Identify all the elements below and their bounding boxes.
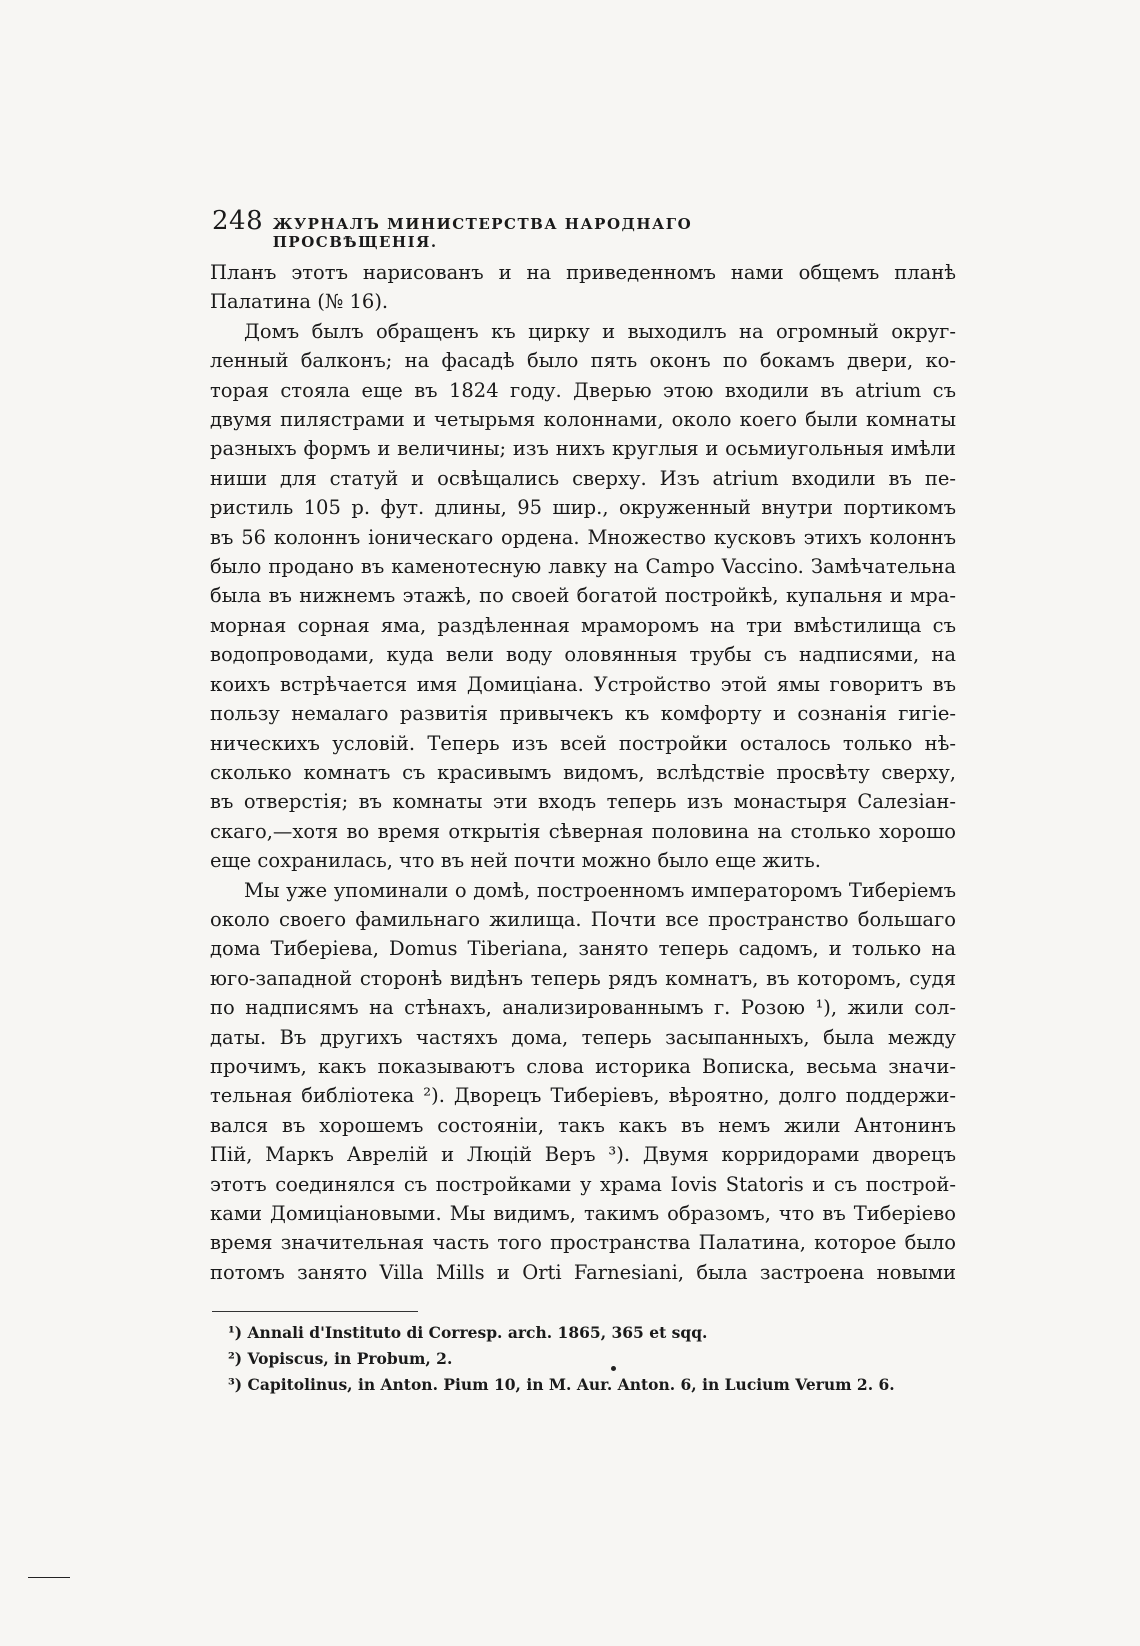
- text-line: ками Домиціановыми. Мы видимъ, такимъ образомъ, что въ Тиберіево: [210, 1202, 956, 1225]
- text-line: тельная библіотека ²). Дворецъ Тиберіевъ, вѣроятно, долго поддержи-: [210, 1084, 956, 1108]
- text-line: скаго,—хотя во время открытія сѣверная половина на столько хорошо: [210, 819, 956, 843]
- margin-mark: [28, 1577, 70, 1578]
- text-line: ленный балконъ; на фасадѣ было пять оконъ по бокамъ двери, ко-: [210, 349, 956, 373]
- text-line: Планъ этотъ нарисованъ и на приведенномъ нами общемъ планѣ: [210, 261, 956, 284]
- text-line: было продано въ каменотесную лавку на Campo Vaccino. Замѣчательна: [210, 555, 956, 579]
- text-line: потомъ занято Villa Mills и Orti Farnesiani, была застроена новыми: [210, 1260, 956, 1284]
- body-text: [210, 258, 956, 1287]
- text-line: юго-западной сторонѣ видѣнъ теперь рядъ комнатъ, въ которомъ, судя: [210, 966, 956, 990]
- text-line: даты. Въ другихъ частяхъ дома, теперь засыпанныхъ, была между: [210, 1025, 956, 1049]
- text-line: вался въ хорошемъ состояніи, такъ какъ въ немъ жили Антонинъ: [210, 1113, 956, 1137]
- text-line: пользу немалаго развитія привычекъ къ комфорту и сознанія гигіе-: [210, 702, 956, 726]
- footnote-1: ¹) Annali d'Instituto di Corresp. arch. 1865, 365 et sqq.: [228, 1323, 708, 1342]
- text-line: время значительная часть того пространства Палатина, которое было: [210, 1231, 956, 1255]
- text-line: Палатина (№ 16).: [210, 290, 389, 314]
- text-line: разныхъ формъ и величины; изъ нихъ круглыя и осьмиугольныя имѣли: [210, 437, 956, 461]
- footnotes: [228, 1320, 948, 1398]
- text-line: Пій, Маркъ Аврелій и Люцій Веръ ³). Двумя корридорами дворецъ: [210, 1143, 956, 1167]
- text-line: дома Тиберіева, Domus Tiberiana, занято теперь садомъ, и только на: [210, 937, 956, 961]
- text-line: водопроводами, куда вели воду оловянныя трубы съ надписями, на: [210, 643, 956, 667]
- page-header: [212, 206, 852, 251]
- page-number: 248: [212, 206, 264, 236]
- footnote-2: ²) Vopiscus, in Probum, 2.: [228, 1349, 453, 1368]
- text-line: морная сорная яма, раздѣленная мраморомъ на три вмѣстилища съ: [210, 613, 956, 637]
- running-title: ЖУРНАЛЪ МИНИСТЕРСТВА НАРОДНАГО ПРОСВѢЩЕНІЯ.: [272, 215, 693, 251]
- text-line: въ отверстія; въ комнаты эти входъ теперь изъ монастыря Салезіан-: [210, 790, 956, 814]
- ink-dot: [611, 1366, 616, 1371]
- footnote-3: ³) Capitolinus, in Anton. Pium 10, in M. Aur. Anton. 6, in Lucium Verum 2. 6.: [228, 1375, 895, 1394]
- text-line: ристиль 105 р. фут. длины, 95 шир., окруженный внутри портикомъ: [210, 496, 956, 520]
- text-line: сколько комнатъ съ красивымъ видомъ, вслѣдствіе просвѣту сверху,: [210, 760, 956, 784]
- text-line: ниши для статуй и освѣщались сверху. Изъ atrium входили въ пе-: [210, 466, 956, 490]
- text-line: торая стояла еще въ 1824 году. Дверью этою входили въ atrium съ: [210, 378, 956, 402]
- text-line: въ 56 колоннъ іоническаго ордена. Множество кусковъ этихъ колоннъ: [210, 525, 956, 549]
- text-line: этотъ соединялся съ постройками у храма Iovis Statoris и съ построй-: [210, 1172, 956, 1196]
- text-line: двумя пилястрами и четырьмя колоннами, около коего были комнаты: [210, 408, 956, 432]
- text-line: еще сохранилась, что въ ней почти можно было еще жить.: [210, 849, 821, 873]
- text-line: Домъ былъ обращенъ къ цирку и выходилъ на огромный округ-: [244, 319, 956, 343]
- text-line: была въ нижнемъ этажѣ, по своей богатой постройкѣ, купальня и мра-: [210, 584, 956, 608]
- text-line: по надписямъ на стѣнахъ, анализированнымъ г. Розою ¹), жили сол-: [210, 996, 956, 1020]
- text-line: Мы уже упоминали о домѣ, построенномъ императоромъ Тиберіемъ: [244, 878, 956, 902]
- text-line: ническихъ условій. Теперь изъ всей постройки осталось только нѣ-: [210, 731, 956, 755]
- text-line: около своего фамильнаго жилища. Почти все пространство большаго: [210, 907, 956, 931]
- footnote-separator: [212, 1311, 418, 1312]
- text-line: коихъ встрѣчается имя Домиціана. Устройство этой ямы говоритъ въ: [210, 672, 956, 696]
- text-line: прочимъ, какъ показываютъ слова историка Вописка, весьма значи-: [210, 1054, 956, 1078]
